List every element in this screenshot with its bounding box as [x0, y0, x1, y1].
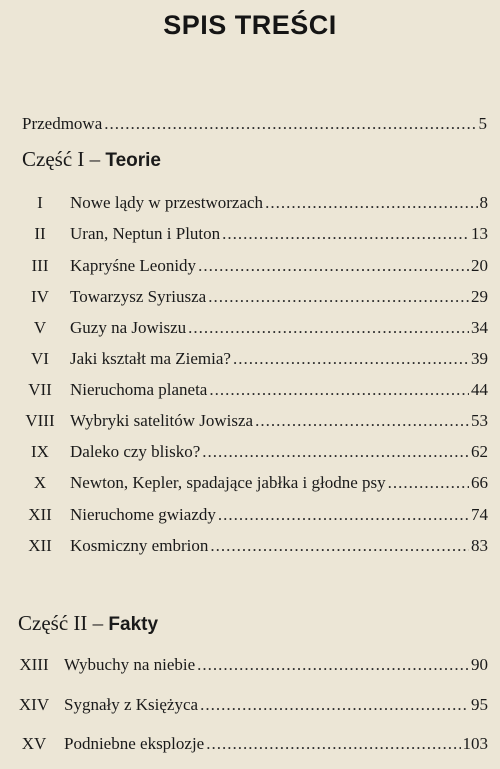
- part-heading-1: [22, 145, 161, 175]
- part-name: Teorie: [105, 150, 161, 171]
- leader-dots: [233, 347, 469, 371]
- entry-page: 103: [462, 734, 488, 753]
- leader-dots: [209, 378, 469, 402]
- leader-dots: [255, 409, 469, 433]
- leader-dots: [198, 254, 469, 278]
- toc-entry-preface: [22, 112, 487, 136]
- entry-label: Uran, Neptun i Pluton: [70, 224, 221, 243]
- entry-page: 39: [471, 349, 488, 368]
- leader-dots: [208, 285, 469, 309]
- entry-page: 83: [471, 536, 488, 555]
- entry-number: V: [33, 318, 47, 337]
- entry-number: IV: [31, 287, 49, 306]
- entry-page: 74: [471, 505, 488, 524]
- toc-entry: [10, 503, 488, 527]
- entry-label: Podniebne eksplozje: [64, 734, 205, 753]
- entry-number: XII: [28, 505, 52, 524]
- entry-label: Kosmiczny embrion: [70, 536, 209, 555]
- entry-label: Guzy na Jowiszu: [70, 318, 187, 337]
- leader-dots: [222, 222, 469, 246]
- page-title: SPIS TREŚCI: [163, 10, 337, 40]
- entry-label: Wybryki satelitów Jowisza: [70, 411, 254, 430]
- toc-entry: [10, 316, 488, 340]
- leader-dots: [202, 440, 469, 464]
- entry-page: 8: [479, 193, 488, 212]
- toc-entry: [10, 347, 488, 371]
- entry-number: I: [37, 193, 43, 212]
- leader-dots: [200, 693, 469, 717]
- entry-number: X: [33, 473, 47, 492]
- entry-number: III: [31, 256, 49, 275]
- toc-entry: [4, 732, 488, 756]
- entry-page: 5: [478, 114, 487, 133]
- entry-page: 62: [471, 442, 488, 461]
- part-prefix: Część I –: [22, 147, 106, 171]
- toc-entry: [4, 653, 488, 677]
- entry-label: Newton, Kepler, spadające jabłka i głodne psy: [70, 473, 386, 492]
- entry-page: 29: [471, 287, 488, 306]
- leader-dots: [210, 534, 469, 558]
- toc-entry: [10, 440, 488, 464]
- toc-entry: [10, 471, 488, 495]
- part-name: Fakty: [108, 614, 159, 635]
- toc-entry: [10, 409, 488, 433]
- entry-label: Kapryśne Leonidy: [70, 256, 197, 275]
- entry-page: 95: [471, 695, 488, 714]
- entry-page: 13: [471, 224, 488, 243]
- entry-label: Daleko czy blisko?: [70, 442, 201, 461]
- entry-label: Przedmowa: [22, 114, 103, 133]
- entry-label: Wybuchy na niebie: [64, 655, 196, 674]
- leader-dots: [188, 316, 469, 340]
- entry-number: II: [34, 224, 46, 243]
- entry-number: XIII: [19, 655, 49, 674]
- toc-entry: [10, 222, 488, 246]
- toc-entry: [10, 378, 488, 402]
- leader-dots: [206, 732, 460, 756]
- entry-number: XII: [28, 536, 52, 555]
- entry-page: 20: [471, 256, 488, 275]
- entry-page: 53: [471, 411, 488, 430]
- entry-label: Nieruchoma planeta: [70, 380, 208, 399]
- toc-entry: [10, 285, 488, 309]
- leader-dots: [265, 191, 477, 215]
- entry-label: Nieruchome gwiazdy: [70, 505, 216, 524]
- entry-page: 44: [471, 380, 488, 399]
- entry-number: XV: [21, 734, 47, 753]
- toc-entry: [10, 534, 488, 558]
- part-heading-2: [18, 609, 158, 639]
- entry-page: 34: [471, 318, 488, 337]
- entry-label: Sygnały z Księżyca: [64, 695, 199, 714]
- entry-label: Jaki kształt ma Ziemia?: [70, 349, 231, 368]
- toc-entry: [10, 191, 488, 215]
- entry-number: VIII: [25, 411, 55, 430]
- entry-number: VII: [28, 380, 52, 399]
- leader-dots: [388, 471, 469, 495]
- entry-number: IX: [31, 442, 49, 461]
- entry-number: XIV: [18, 695, 50, 714]
- toc-entry: [4, 693, 488, 717]
- leader-dots: [218, 503, 469, 527]
- entry-label: Towarzysz Syriusza: [70, 287, 207, 306]
- entry-label: Nowe lądy w przestworzach: [70, 193, 264, 212]
- leader-dots: [197, 653, 469, 677]
- entry-page: 66: [471, 473, 488, 492]
- part-prefix: Część II –: [18, 611, 109, 635]
- toc-entry: [10, 254, 488, 278]
- leader-dots: [104, 112, 476, 136]
- entry-page: 90: [471, 655, 488, 674]
- entry-number: VI: [31, 349, 49, 368]
